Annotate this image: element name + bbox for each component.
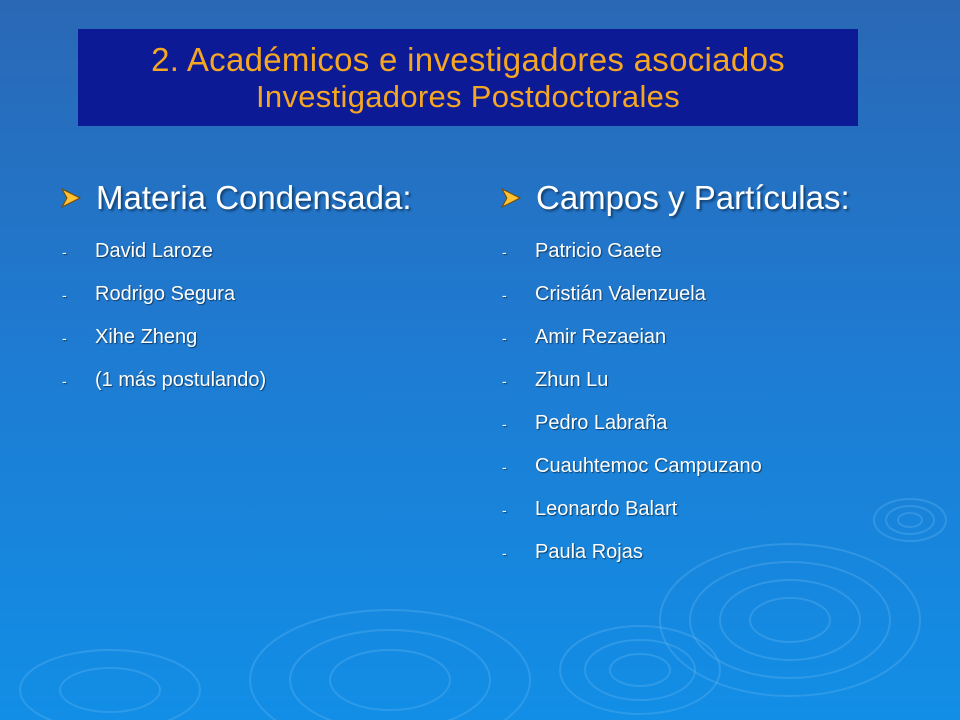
dash-bullet: - <box>502 286 507 303</box>
list-item <box>500 230 850 273</box>
dash-bullet: - <box>502 458 507 475</box>
left-heading-text: Materia Condensada: <box>96 179 412 216</box>
left-column <box>60 176 412 402</box>
list-item-label: Xihe Zheng <box>95 326 198 348</box>
dash-bullet: - <box>62 329 67 346</box>
list-item <box>500 316 850 359</box>
list-item-label: Patricio Gaete <box>535 240 662 262</box>
list-item-label: Rodrigo Segura <box>95 283 236 305</box>
dash-bullet: - <box>62 286 67 303</box>
left-heading <box>60 176 412 220</box>
dash-bullet: - <box>62 243 67 260</box>
list-item-label: (1 más postulando) <box>95 369 267 391</box>
list-item-label: David Laroze <box>95 240 213 262</box>
list-item-label: Amir Rezaeian <box>535 326 667 348</box>
dash-bullet: - <box>502 329 507 346</box>
right-column <box>500 176 850 574</box>
dash-bullet: - <box>502 544 507 561</box>
dash-bullet: - <box>502 372 507 389</box>
list-item <box>500 402 850 445</box>
list-item <box>500 488 850 531</box>
list-item-label: Zhun Lu <box>535 369 609 391</box>
dash-bullet: - <box>502 243 507 260</box>
dash-bullet: - <box>502 501 507 518</box>
arrowhead-bullet-icon <box>60 187 82 209</box>
list-item <box>60 273 412 316</box>
title-box <box>78 29 858 126</box>
page-subtitle: Investigadores Postdoctorales <box>256 78 680 114</box>
page-title: 2. Académicos e investigadores asociados <box>151 40 785 78</box>
dash-bullet: - <box>502 415 507 432</box>
list-item <box>60 359 412 402</box>
list-item <box>500 273 850 316</box>
right-heading-text: Campos y Partículas: <box>536 179 850 216</box>
right-heading <box>500 176 850 220</box>
list-item <box>60 230 412 273</box>
list-item-label: Cristián Valenzuela <box>535 283 706 305</box>
list-item <box>500 531 850 574</box>
list-item-label: Pedro Labraña <box>535 412 668 434</box>
left-name-list <box>60 230 412 402</box>
arrowhead-bullet-icon <box>500 187 522 209</box>
list-item <box>500 359 850 402</box>
list-item-label: Paula Rojas <box>535 541 643 563</box>
list-item <box>60 316 412 359</box>
list-item <box>500 445 850 488</box>
right-name-list <box>500 230 850 574</box>
list-item-label: Cuauhtemoc Campuzano <box>535 455 762 477</box>
dash-bullet: - <box>62 372 67 389</box>
list-item-label: Leonardo Balart <box>535 498 678 520</box>
